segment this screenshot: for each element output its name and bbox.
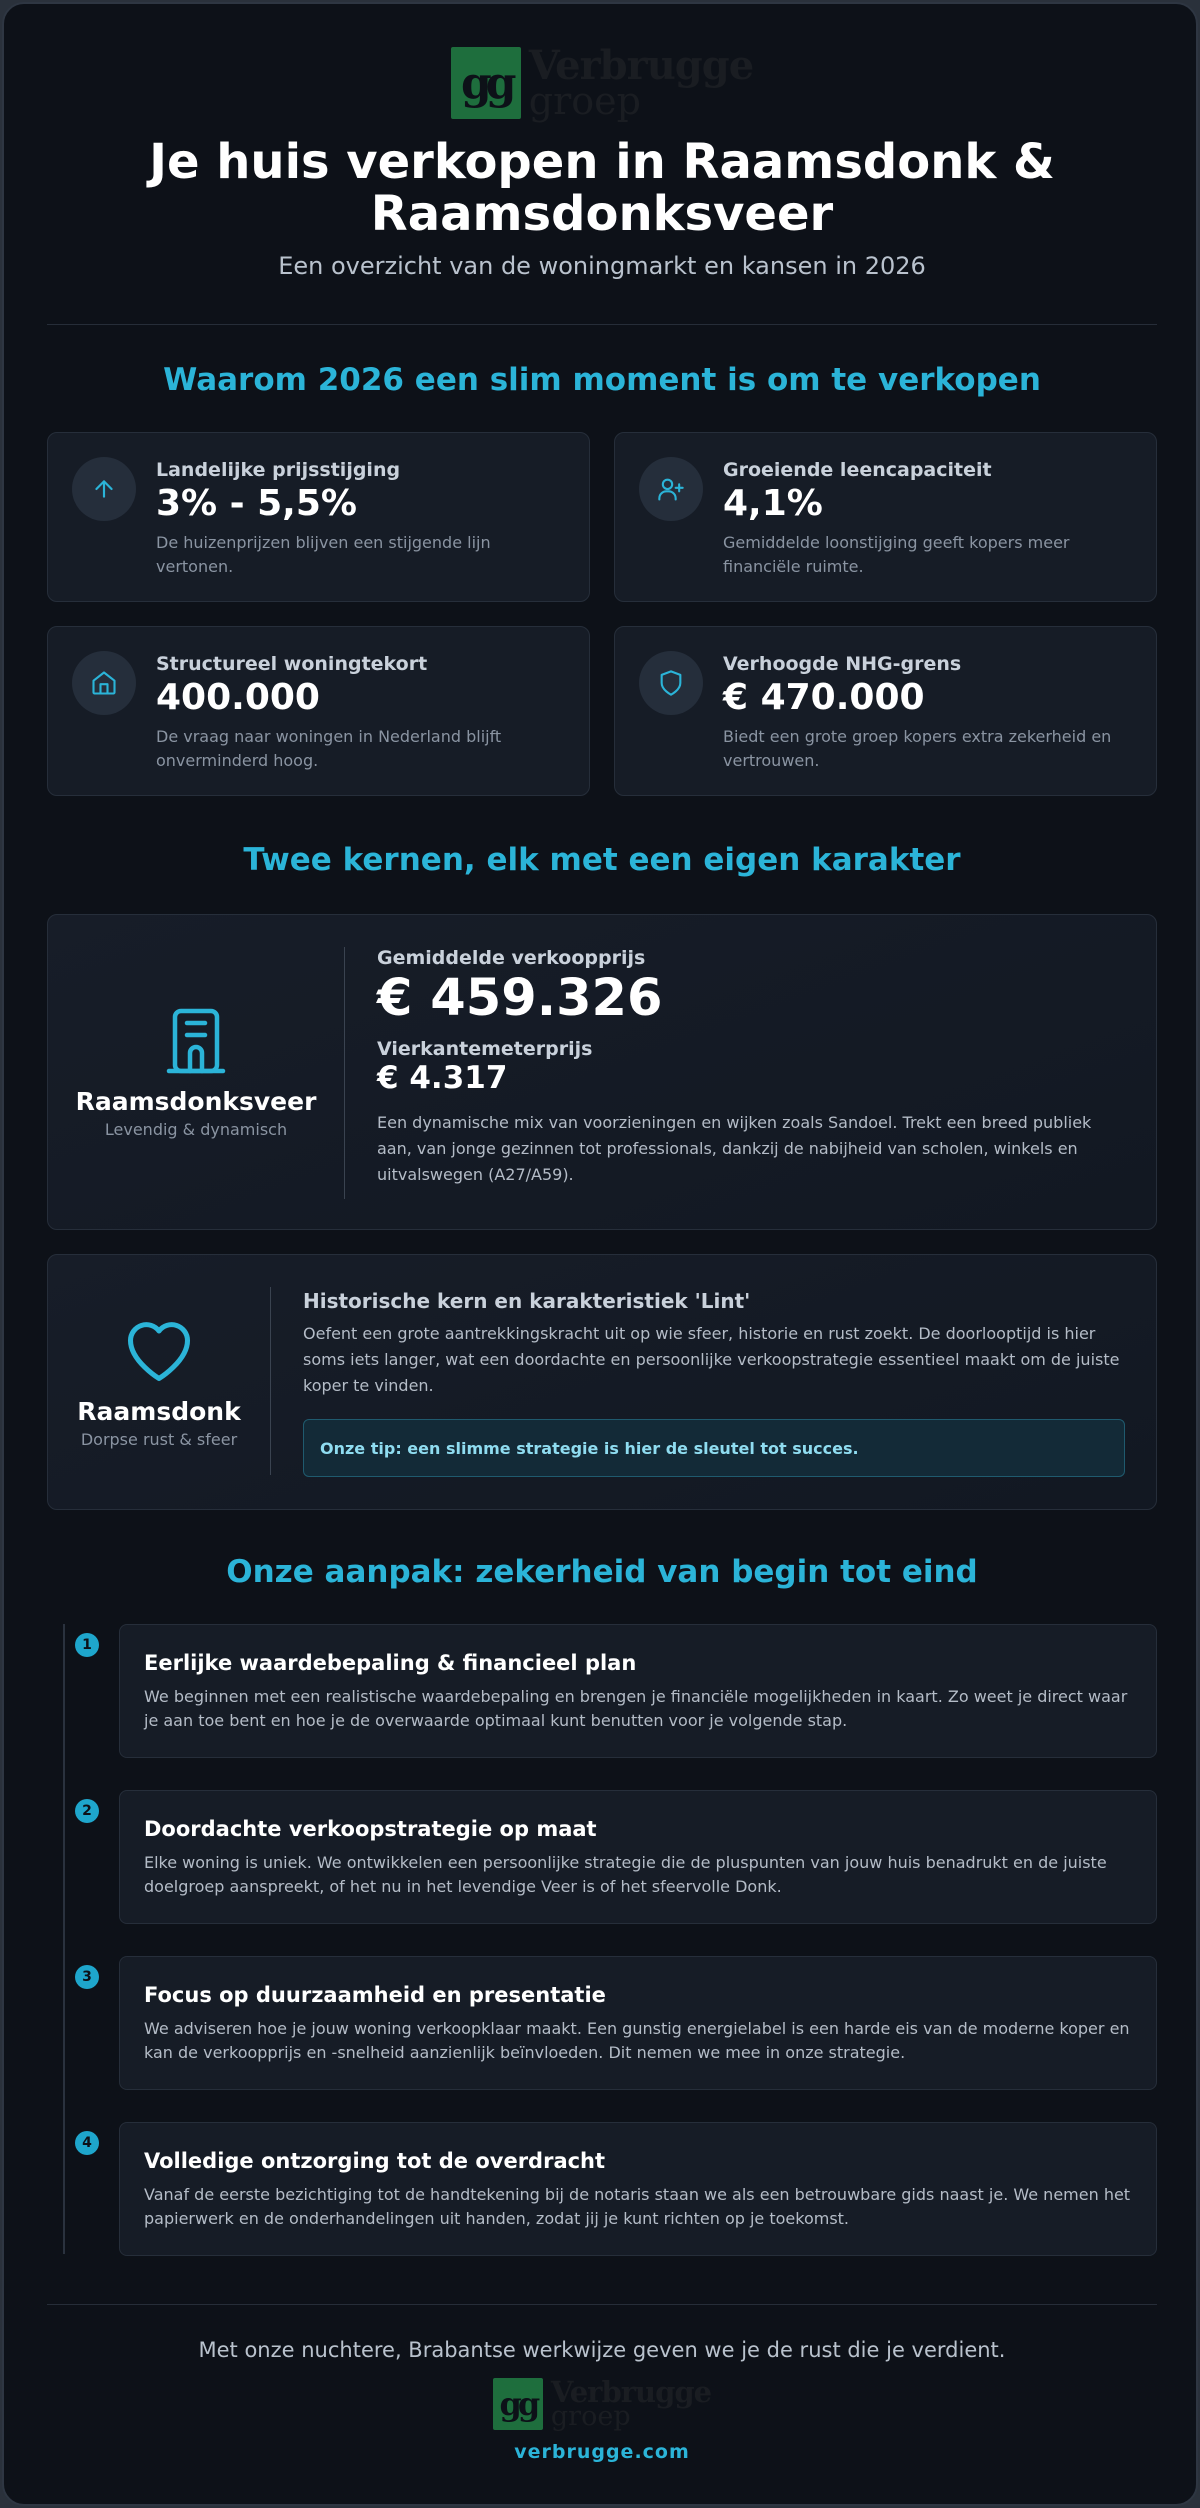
footer-text: Met onze nuchtere, Brabantse werkwijze geven we je de rust die je verdient. <box>198 2338 1006 2362</box>
vertical-divider <box>344 947 345 1199</box>
step-card <box>119 1624 1157 1758</box>
stat-description: Gemiddelde loonstijging geeft kopers meer financiële ruimte. <box>723 533 1070 576</box>
divider <box>47 324 1157 325</box>
heart-icon <box>48 1315 270 1385</box>
step-title: Volledige ontzorging tot de overdracht <box>144 2149 606 2173</box>
step-card <box>119 1790 1157 1924</box>
town-heading: Historische kern en karakteristiek 'Lint' <box>303 1289 751 1313</box>
logo-wordmark-sub: groep <box>528 79 641 123</box>
step-text: Elke woning is uniek. We ontwikkelen een persoonlijke strategie die de pluspunten van jouw huis benadrukt en de juiste doelgroep aanspreekt, of het nu in het levendige Veer is of het sfeervolle Donk. <box>144 1853 1107 1896</box>
stat-card-loan-capacity <box>614 432 1157 602</box>
sqm-price-label: Vierkantemeterprijs <box>377 1038 593 1060</box>
section-title-why: Waarom 2026 een slim moment is om te verkopen <box>163 362 1041 398</box>
sqm-price-value: € 4.317 <box>377 1060 508 1096</box>
vertical-divider <box>270 1287 271 1475</box>
town-description: Een dynamische mix van voorzieningen en wijken zoals Sandoel. Trekt een breed publiek aan, van jonge gezinnen tot professionals, dankzij de nabijheid van scholen, winkels en uitvalswegen (A27/A59). <box>377 1113 1092 1184</box>
step-number: 2 <box>75 1799 99 1823</box>
town-card-raamsdonk <box>47 1254 1157 1510</box>
shield-icon <box>639 651 703 715</box>
town-description: Oefent een grote aantrekkingskracht uit op wie sfeer, historie en rust zoekt. De doorlooptijd is hier soms iets langer, wat een doordachte en persoonlijke verkoopstrategie essentieel maakt om de juiste koper te vinden. <box>303 1324 1120 1395</box>
stat-description: Biedt een grote groep kopers extra zekerheid en vertrouwen. <box>723 727 1112 770</box>
page-subtitle: Een overzicht van de woningmarkt en kansen in 2026 <box>278 252 926 280</box>
logo-wordmark: Verbrugge <box>528 42 754 89</box>
stat-value: € 470.000 <box>723 677 925 718</box>
step-number: 1 <box>75 1633 99 1657</box>
avg-price-value: € 459.326 <box>377 969 663 1028</box>
town-tagline: Dorpse rust & sfeer <box>80 1430 238 1449</box>
avg-price-label: Gemiddelde verkoopprijs <box>377 947 646 969</box>
stat-description: De vraag naar woningen in Nederland blijft onverminderd hoog. <box>156 727 502 770</box>
stat-value: 4,1% <box>723 483 823 524</box>
step-title: Eerlijke waardebepaling & financieel plan <box>144 1651 637 1675</box>
step-text: Vanaf de eerste bezichtiging tot de handtekening bij de notaris staan we als een betrouwbare gids naast je. We nemen het papierwerk en de onderhandelingen uit handen, zodat jij je kunt richten op je toekomst. <box>144 2185 1131 2228</box>
user-plus-icon <box>639 457 703 521</box>
section-title-approach: Onze aanpak: zekerheid van begin tot eind <box>226 1554 978 1590</box>
footer-logo <box>47 2375 1157 2432</box>
town-card-raamsdonksveer <box>47 914 1157 1230</box>
stat-label: Groeiende leencapaciteit <box>723 459 992 481</box>
page-frame <box>2 2 1198 2506</box>
logo-mark-icon: gg <box>451 47 521 119</box>
stat-value: 3% - 5,5% <box>156 483 357 524</box>
website-link[interactable]: verbrugge.com <box>514 2441 690 2463</box>
logo-wordmark: Verbrugge <box>550 2375 712 2409</box>
town-tagline: Levendig & dynamisch <box>104 1120 288 1139</box>
section-title-towns: Twee kernen, elk met een eigen karakter <box>243 842 961 878</box>
step-number: 4 <box>75 2131 99 2155</box>
timeline-line <box>63 1624 65 2254</box>
divider <box>47 2304 1157 2305</box>
step-title: Focus op duurzaamheid en presentatie <box>144 1983 606 2007</box>
logo-wordmark-sub: groep <box>550 2401 631 2432</box>
town-name: Raamsdonk <box>77 1397 241 1426</box>
town-name: Raamsdonksveer <box>75 1087 317 1116</box>
stat-value: 400.000 <box>156 677 320 718</box>
step-text: We beginnen met een realistische waardebepaling en brengen je financiële mogelijkheden in kaart. Zo weet je direct waar je aan toe bent en hoe je de overwaarde optimaal kunt benutten voor je volgende stap. <box>144 1687 1128 1730</box>
brand-logo <box>47 42 1157 123</box>
stat-card-housing-shortage <box>47 626 590 796</box>
stat-label: Landelijke prijsstijging <box>156 459 401 481</box>
stat-card-price-growth <box>47 432 590 602</box>
step-card <box>119 2122 1157 2256</box>
stat-description: De huizenprijzen blijven een stijgende lijn vertonen. <box>156 533 491 576</box>
page-title: Je huis verkopen in Raamsdonk & Raamsdonksveer <box>149 134 1055 242</box>
step-title: Doordachte verkoopstrategie op maat <box>144 1817 597 1841</box>
step-number: 3 <box>75 1965 99 1989</box>
tip-callout: Onze tip: een slimme strategie is hier de sleutel tot succes. <box>303 1419 1125 1477</box>
stat-card-nhg-limit <box>614 626 1157 796</box>
building-icon <box>48 1005 344 1077</box>
logo-mark-icon: gg <box>493 2378 543 2430</box>
step-card <box>119 1956 1157 2090</box>
home-icon <box>72 651 136 715</box>
stat-label: Verhoogde NHG-grens <box>723 653 962 675</box>
step-text: We adviseren hoe je jouw woning verkoopklaar maakt. Een gunstig energielabel is een harde eis van de moderne koper en kan de verkoopprijs en -snelheid aanzienlijk beïnvloeden. Dit nemen we mee in onze strategie. <box>144 2019 1130 2062</box>
stat-label: Structureel woningtekort <box>156 653 428 675</box>
arrow-up-icon <box>72 457 136 521</box>
